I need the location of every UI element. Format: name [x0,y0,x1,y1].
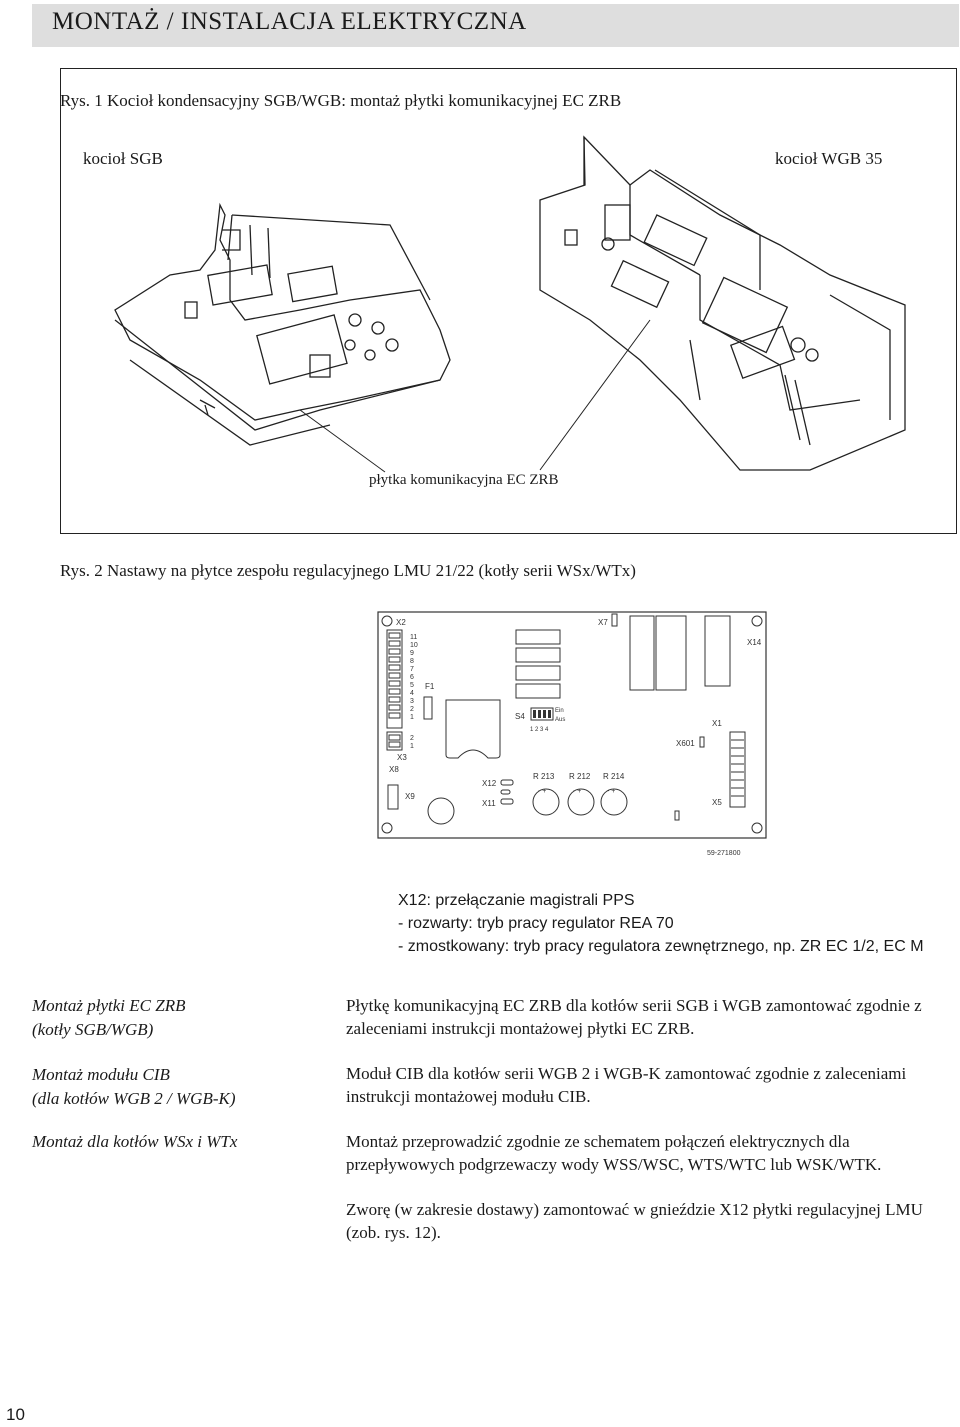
label-wgb-boiler: kocioł WGB 35 [775,149,883,168]
label-x3: X3 [397,753,407,762]
label-ec-zrb-board: płytka komunikacyjna EC ZRB [369,472,559,488]
section-label-line: Montaż dla kotłów WSx i WTx [32,1132,238,1151]
label-s4-off: Aus [555,717,566,723]
section-label-line: (kotły SGB/WGB) [32,1020,154,1039]
label-s4-numbers: 1 2 3 4 [530,727,549,733]
x2-pin-3: 3 [410,698,414,705]
label-x7: X7 [598,618,608,627]
x3-pin-2: 2 [410,735,414,742]
x12-note-bridged: - zmostkowany: tryb pracy regulatora zewnętrznego, np. ZR EC 1/2, EC M [398,938,924,955]
leader-line-right [540,320,650,470]
figure2-caption: Rys. 2 Nastawy na płytce zespołu regulacyjnego LMU 21/22 (kotły serii WSx/WTx) [60,561,636,580]
x2-pin-6: 6 [410,674,414,681]
x2-pin-2: 2 [410,706,414,713]
x2-pin-9: 9 [410,650,414,657]
x2-pin-1: 1 [410,714,414,721]
x12-note-title: X12: przełączanie magistrali PPS [398,892,635,909]
label-r212: R 212 [569,772,591,781]
section-text-jumper: Zworę (w zakresie dostawy) zamontować w gnieździe X12 płytki regulacyjnej LMU (zob. rys. 12). [346,1200,923,1242]
section-text-cib: Moduł CIB dla kotłów serii WGB 2 i WGB-K zamontować zgodnie z zaleceniami instrukcji montażowej modułu CIB. [346,1064,907,1106]
label-x601: X601 [676,739,695,748]
label-part-number: 59-271800 [707,850,741,857]
section-text-wsx-wtx: Montaż przeprowadzić zgodnie ze schematem połączeń elektrycznych dla przepływowych podgrzewaczy wody WSS/WSC, WTS/WTC lub WSK/WTK. [346,1132,882,1174]
section-label-wsx-wtx [32,1130,237,1154]
leader-line-left [300,410,385,472]
label-x12: X12 [482,779,497,788]
section-label-ec-zrb [32,994,185,1042]
x2-pin-4: 4 [410,690,414,697]
label-x8: X8 [389,765,399,774]
page-title: MONTAŻ / INSTALACJA ELEKTRYCZNA [52,8,527,35]
label-x14: X14 [747,638,762,647]
x2-pin-10: 10 [410,642,418,649]
x2-pin-5: 5 [410,682,414,689]
x2-pin-8: 8 [410,658,414,665]
label-r214-pm: - + [607,788,616,795]
x2-pin-7: 7 [410,666,414,673]
label-f1: F1 [425,682,435,691]
x3-pin-1: 1 [410,743,414,750]
label-r213: R 213 [533,772,555,781]
label-x5: X5 [712,798,722,807]
label-x11: X11 [482,799,496,808]
label-x9: X9 [405,792,415,801]
label-s4-on: Ein [555,708,564,714]
x2-pin-11: 11 [410,634,418,641]
label-x1: X1 [712,719,722,728]
x2-pins [389,633,400,718]
section-text-ec-zrb: Płytkę komunikacyjną EC ZRB dla kotłów serii SGB i WGB zamontować zgodnie z zaleceniami instrukcji montażowej płytki EC ZRB. [346,996,922,1038]
section-label-line: (dla kotłów WGB 2 / WGB-K) [32,1089,236,1108]
figure1-caption: Rys. 1 Kocioł kondensacyjny SGB/WGB: montaż płytki komunikacyjnej EC ZRB [60,91,622,110]
lmu-pcb-drawing [378,612,766,857]
x12-note-open: - rozwarty: tryb pracy regulator REA 70 [398,915,674,932]
label-x2: X2 [396,618,406,627]
label-s4: S4 [515,712,525,721]
label-r212-pm: - + [573,788,582,795]
section-label-line: Montaż modułu CIB [32,1065,170,1084]
label-sgb-boiler: kocioł SGB [83,149,163,168]
label-r214: R 214 [603,772,625,781]
section-label-line: Montaż płytki EC ZRB [32,996,186,1015]
wgb-boiler-drawing [540,137,905,470]
label-r213-pm: - + [538,788,547,795]
section-label-cib [32,1063,236,1111]
page-number: 10 [6,1405,25,1424]
sgb-boiler-drawing [115,205,450,445]
